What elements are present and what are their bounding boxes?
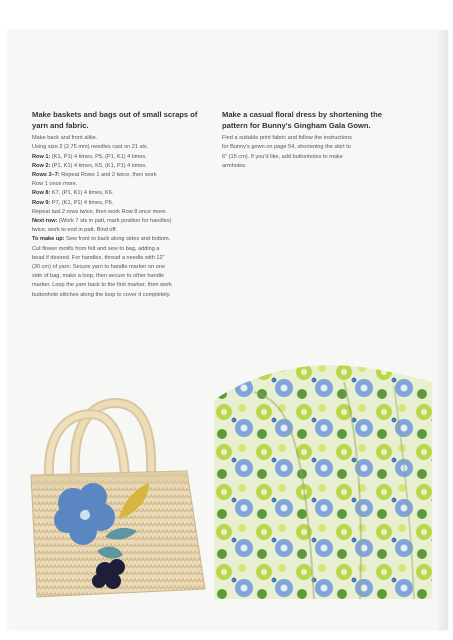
row-text: bead if desired. For handles, thread a needle with 12" — [32, 254, 165, 261]
row-text: (30 cm) of yarn. Secure yarn to handle marker on one — [32, 264, 166, 271]
bag-instructions-column — [32, 110, 222, 300]
bag-text-line — [32, 134, 222, 143]
bag-instructions-text — [32, 134, 222, 300]
row-label: Row 8: — [32, 190, 51, 197]
row-label: Next row: — [32, 218, 58, 225]
bag-text-line — [32, 235, 222, 244]
row-text: K7, (P1, K1) 4 times, K6. — [50, 190, 114, 197]
dress-heading-line-1: Make a casual floral dress by shortening the — [222, 110, 382, 119]
bag-heading-line-2: yarn and fabric. — [32, 120, 89, 130]
row-text: (Work 7 sts in patt, mark position for handles) — [57, 218, 172, 225]
bag-text-line — [32, 226, 222, 235]
bag-text-line — [32, 171, 222, 180]
row-text: marker. Loop the yarn back to the first marker, then work — [32, 282, 172, 289]
row-text: P7, (K1, P1) 4 times, P6. — [50, 199, 114, 206]
bag-text-line — [32, 153, 222, 162]
dress-instructions-column — [222, 110, 397, 171]
row-label: Row 2: — [32, 162, 51, 169]
bag-text-line — [32, 189, 222, 198]
bag-text-line — [32, 217, 222, 226]
bag-text-line — [32, 291, 222, 300]
row-text: Make back and front alike. — [32, 135, 98, 142]
row-text: Row 1 once more. — [32, 181, 78, 188]
row-text: Sew front to back along sides and bottom. — [64, 236, 171, 243]
row-text: (P1, K1) 4 times, K5, (K1, P1) 4 times. — [50, 162, 147, 169]
row-text: twice, work to end in patt. Bind off. — [32, 227, 118, 234]
bag-text-line — [32, 199, 222, 208]
row-text: side of bag, make a loop, then secure to other handle — [32, 273, 165, 280]
row-text: Repeat last 2 rows twice, then work Row 8 once more. — [32, 208, 167, 215]
knitted-bag-photo — [27, 375, 209, 599]
dress-text-line: 6" (15 cm). If you'd like, add buttonholes to make — [222, 153, 343, 160]
row-text: buttonhole stitches along the loop to cover it completely. — [32, 291, 171, 298]
bag-text-line — [32, 281, 222, 290]
bag-text-line — [32, 180, 222, 189]
floral-dress-photo — [214, 362, 432, 599]
row-label: To make up: — [32, 236, 65, 243]
dress-text-line: Find a suitable print fabric and follow the instructions — [222, 135, 352, 142]
bag-heading-line-1: Make baskets and bags out of small scraps of — [32, 110, 198, 119]
page-spine-shadow — [438, 30, 448, 630]
bag-text-line — [32, 272, 222, 281]
bag-text-line — [32, 143, 222, 152]
bag-text-line — [32, 263, 222, 272]
dress-fabric — [214, 365, 432, 599]
bag-text-line — [32, 208, 222, 217]
bag-text-line — [32, 254, 222, 263]
bag-text-line — [32, 162, 222, 171]
dress-text-line: armholes. — [222, 162, 247, 169]
row-label: Row 1: — [32, 153, 51, 160]
row-text: Cut flower motifs from felt and sew to bag, adding a — [32, 245, 160, 252]
row-text: (K1, P1) 4 times, P5, (P1, K1) 4 times. — [50, 153, 147, 160]
bag-text-line — [32, 245, 222, 254]
dress-text-line: for Bunny's gown on page 54, shortening the skirt to — [222, 144, 351, 151]
row-label: Row 9: — [32, 199, 51, 206]
row-text: Repeat Rows 1 and 2 twice, then work — [59, 172, 157, 178]
dress-heading-line-2: pattern for Bunny's Gingham Gala Gown. — [222, 120, 371, 130]
row-text: Using size 2 (2.75 mm) needles cast on 21 sts. — [32, 144, 149, 151]
row-label: Rows 3–7: — [32, 172, 60, 178]
